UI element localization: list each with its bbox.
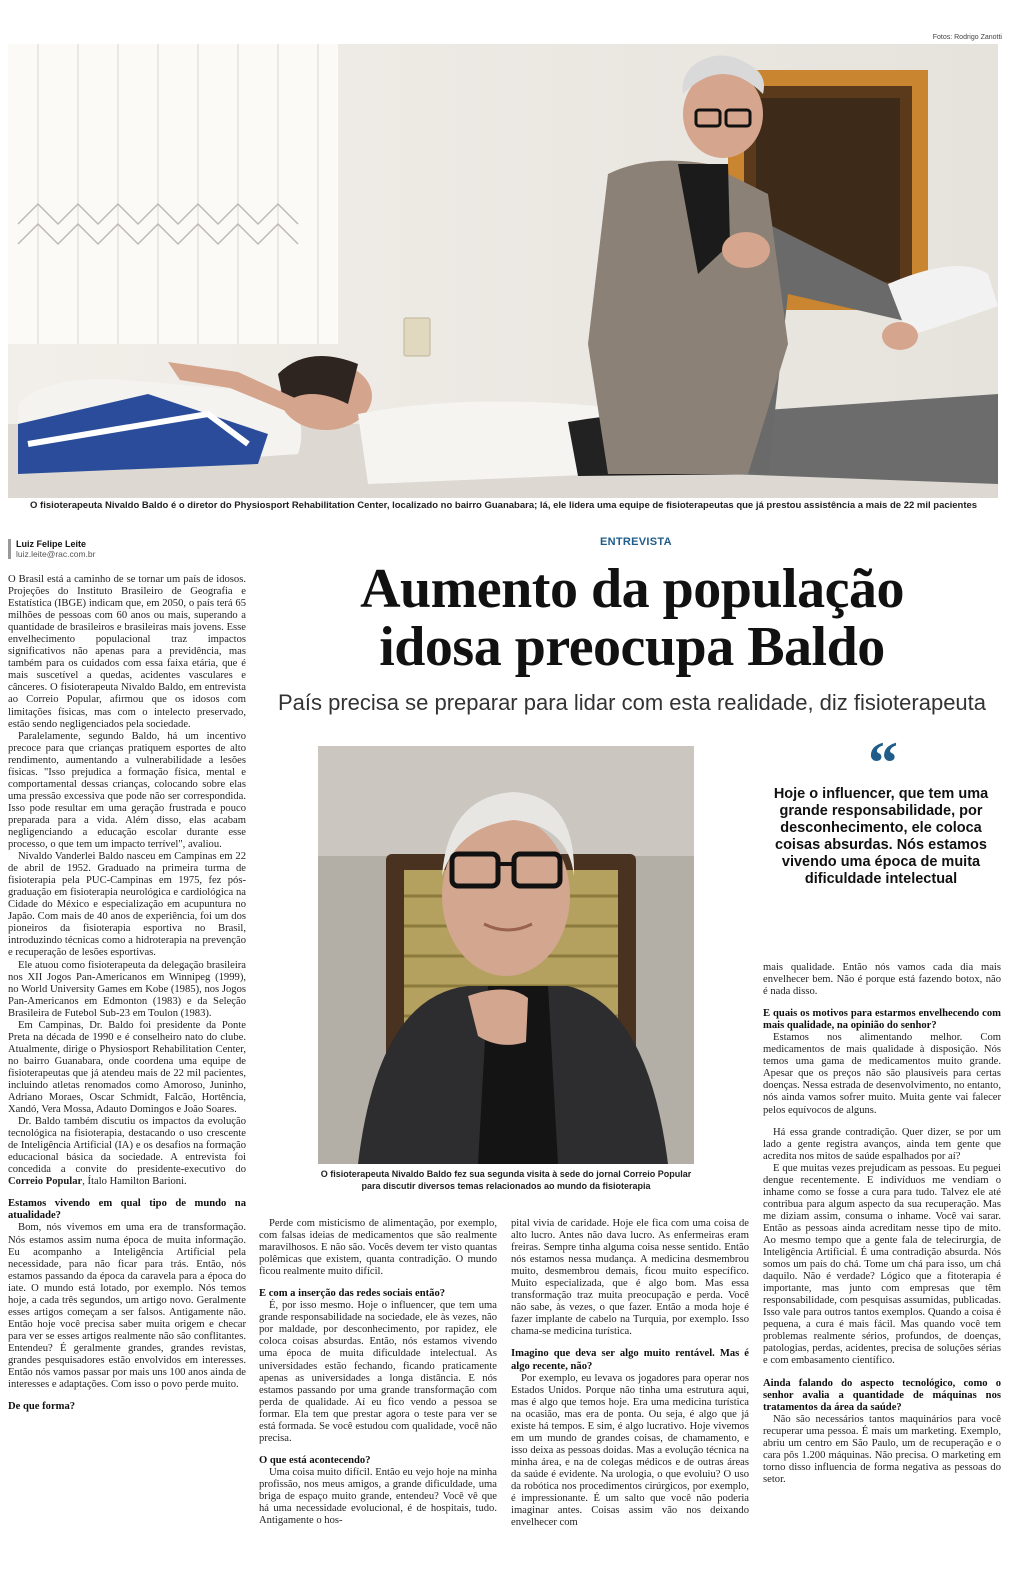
top-photo-caption: O fisioterapeuta Nivaldo Baldo é o diretor do Physiosport Rehabilitation Center, localizado no bairro Guanabara; lá, ele lidera uma equipe de fisioterapeutas que já prestou assistência a mais de 22 mil pacientes xyxy=(30,500,978,511)
quote-mark-icon: “ xyxy=(868,730,898,796)
article-column-3 xyxy=(511,1218,749,1574)
interview-answer: Estamos nos alimentando melhor. Com medicamentos de mais qualidade à disposição. Nós temos uma gama de medicamentos muito grande. Apesar que os preços não são plausíveis para certas doenças. Nessa estrada de desenvolvimento, no entanto, nós ainda vamos sofrer muito. Muita gente vai falecer pelos equívocos de alguns. xyxy=(763,1032,1001,1116)
interview-answer: pital vivia de caridade. Hoje ele fica com uma coisa de alto lucro. Antes não dava lucro. As enfermeiras eram freiras. Sempre tinha alguma coisa nesse sentido. Então nós estamos nessa mudança. A medicina desmembrou muito, desmembrou demais, ficou muito específico. Muito especializada, que é algo bom. Mas essa transformação traz muita preocupação e perda. Você não sabe, às vezes, o que fazer. Então a moda hoje é fazer implante de cabelo na Turquia, por exemplo. Isso chama-se medicina turística. xyxy=(511,1218,749,1338)
author-email: luiz.leite@rac.com.br xyxy=(16,549,96,559)
interview-question: O que está acontecendo? xyxy=(259,1454,371,1466)
author-name: Luiz Felipe Leite xyxy=(16,539,87,549)
interview-answer: E que muitas vezes prejudicam as pessoas. Eu peguei dengue recentemente. E indivíduos me vendiam o inhame como se fosse a cura para tudo. Talvez ele até contribua para algum aspecto da sua recuperação. Mas me diziam assim, consuma o inhame. Você vai sarar. Então as pessoas ainda acreditam nesse tipo de mito. Ao mesmo tempo que a gente fala de telecirurgia, de Inteligência Artificial. É uma contradição absurda. Nós somos um país do chá. Tome um chá para isso, um chá daquilo. Não é verdade? Lógico que a fitoterapia é importante, mas junto com empresas que têm responsabilidade, com pesquisas assumidas, publicadas. Isso vale para outros tantos exemplos. Quando a coisa é pequena, a cura é mais fácil. Mas quando você tem problemas realmente sérios, profundos, de doenças, patologias, perdas, acidentes, precisa de soluções sérias e com embasamento científico. xyxy=(763,1162,1001,1367)
interview-answer: Não são necessários tantos maquinários para você recuperar uma pessoa. É mais um marketing. Exemplo, abriu um centro em São Paulo, um de recuperação e o cara pôs 1.200 máquinas. Não precisa. O marketing em torno disso influencia de forma negativa as pessoas do setor. xyxy=(763,1413,1001,1485)
interview-question: De que forma? xyxy=(8,1401,76,1413)
interview-answer: mais qualidade. Então nós vamos cada dia mais envelhecer bem. Não é porque está fazendo botox, não é nada disso. xyxy=(763,962,1001,998)
headline-line-1: Aumento da população xyxy=(360,558,904,620)
section-kicker: ENTREVISTA xyxy=(600,536,672,548)
paragraph: O Brasil está a caminho de se tornar um país de idosos. Projeções do Instituto Brasileiro de Geografia e Estatística (IBGE) indicam que, em 2050, o país terá 65 milhões de pessoas com 60 anos ou mais, superando a quantidade de brasileiros e brasileiras mais jovens. Esse envelhecimento populacional traz impactos significativos não apenas para a previdência, mas também para os cuidados com essa faixa etária, que é mais suscetível a quedas, acidentes vasculares e cânceres. O fisioterapeuta Nivaldo Baldo, em entrevista ao Correio Popular, afirmou que os idosos com limitações físicas, mas com o intelecto preservado, estão sendo negligenciados pela sociedade. xyxy=(8,574,246,730)
interview-answer: Perde com misticismo de alimentação, por exemplo, com falsas ideias de medicamentos que são realmente maravilhosos. E não são. Vocês devem ter visto quantas polêmicas que existem, quanta contradição. O mundo ficou realmente muito difícil. xyxy=(259,1218,497,1278)
interview-question: Ainda falando do aspecto tecnológico, como o senhor avalia a quantidade de máquinas nos tratamentos da área da saúde? xyxy=(763,1377,1001,1413)
physiotherapy-session-illustration xyxy=(8,44,998,498)
paragraph: Em Campinas, Dr. Baldo foi presidente da Ponte Preta na década de 1990 e é conselheiro nato do clube. Atualmente, dirige o Physiosport Rehabilitation Center, no bairro Guanabara, onde coordena uma equipe de fisioterapeutas que já atendeu mais de 22 mil pacientes, incluindo atletas renomados como Amoroso, Juninho, Adriano Moraes, Oscar Schmidt, Falcão, Hortência, Xandó, Vera Mossa, Adauto Domingos e João Soares. xyxy=(8,1019,246,1116)
interview-question: E quais os motivos para estarmos envelhecendo com mais qualidade, na opinião do senhor? xyxy=(763,1008,1001,1032)
byline xyxy=(8,539,95,559)
photo-credit: Fotos: Rodrigo Zanotti xyxy=(932,34,1002,41)
paragraph: Ele atuou como fisioterapeuta da delegação brasileira nos XII Jogos Pan-Americanos em Winnipeg (1999), no World University Games em Kobe (1985), nos Jogos Pan-Americanos em Edmonton (1983) e da Seleção Brasileira de Futebol Sub-23 em Toulon (1983). xyxy=(8,959,246,1019)
text-run: Dr. Baldo também discutiu os impactos da evolução tecnológica na fisioterapia, destacando o uso crescente de Inteligência Artificial (IA) e os desafios na formação educacional básica da sociedade. A entrevista foi concedida a convite do presidente-executivo do xyxy=(8,1116,246,1176)
headline xyxy=(262,560,1002,676)
interview-answer: Bom, nós vivemos em uma era de transformação. Nós estamos assim numa época de muita informação. Eu acompanho a Inteligência Artificial pela necessidade, para não ficar para trás. Então, nós estamos passando da época da caravela para a época do iate. O mundo está lotado, por exemplo. Nós temos hoje, a cada três segundos, um artigo novo. Geralmente esses artigos começam a ser falsos. Antigamente não. Então hoje você precisa saber muita origem e checar para ver se esses artigos realmente não são conflitantes. Entendeu? É geralmente grandes, grandes revistas, grandes pesquisadores estão envolvidos em interesses. Então nós vamos passar por mais uns 100 anos ainda de interesses e adaptações. Com isso o povo perde muito. xyxy=(8,1222,246,1391)
subheadline: País precisa se preparar para lidar com esta realidade, diz fisioterapeuta xyxy=(277,690,987,715)
paragraph: Paralelamente, segundo Baldo, há um incentivo precoce para que crianças pratiquem esportes de alto rendimento, aumentando a vulnerabilidade a lesões físicas. "Isso prejudica a formação física, mental e comportamental dessas crianças, colocando sobre elas uma pressão excessiva que pode não ser correspondida. Isso pode resultar em uma geração frustrada e pouco preparada para a vida. Além disso, elas acabam negligenciando a educação escolar durante esse processo, o que tem um impacto terrível", avaliou. xyxy=(8,730,246,851)
paragraph: Nivaldo Vanderlei Baldo nasceu em Campinas em 22 de abril de 1952. Graduado na primeira turma de fisioterapia pela PUC-Campinas em 1975, fez pós-graduação em fisioterapia neurológica e cardiológica na Cidade do México e especialização em acupuntura no Japão. Com mais de 40 anos de experiência, foi um dos pioneiros da fisioterapia esportiva no Brasil, introduzindo técnicas como a hidroterapia na prevenção e recuperação de lesões esportivas. xyxy=(8,851,246,959)
top-photo xyxy=(8,44,998,498)
pull-quote: Hoje o influencer, que tem uma grande responsabilidade, por desconhecimento, ele coloca coisas absurdas. Nós estamos vivendo uma época de muita dificuldade intelectual xyxy=(773,786,989,887)
interview-question: Estamos vivendo em qual tipo de mundo na atualidade? xyxy=(8,1198,246,1222)
interview-question: Imagino que deva ser algo muito rentável. Mas é algo recente, não? xyxy=(511,1348,749,1372)
interview-question: E com a inserção das redes sociais então? xyxy=(259,1288,446,1300)
paragraph xyxy=(8,1116,246,1188)
article-column-4 xyxy=(763,962,1001,1574)
interview-answer: É, por isso mesmo. Hoje o influencer, que tem uma grande responsabilidade na sociedade, ele às vezes, não por maldade, por desconhecimento, por rapidez, ele coloca coisas absurdas. Então, nós estamos vivendo uma época de muita dificuldade intelectual. As universidades estão fechando, ficando praticamente apenas as universidades a longa distância. E nós estamos passando por uma grande transformação com perda de qualidade. Aí eu fico vendo a pessoa se formar. Ela tem que prestar agora o teste para ver se está formada. Se você estudou com qualidade, você não precisa. xyxy=(259,1300,497,1444)
interview-answer: Uma coisa muito difícil. Então eu vejo hoje na minha profissão, nos meus amigos, a grande dificuldade, uma briga de espaço muito grande, entendeu? Você vê que há uma necessidade evolucional, é de hospitais, tudo. Antigamente o hos- xyxy=(259,1466,497,1527)
article-column-1 xyxy=(8,574,246,1574)
newspaper-name: Correio Popular xyxy=(8,1176,83,1188)
headline-line-2: idosa preocupa Baldo xyxy=(379,616,885,678)
interview-answer: Há essa grande contradição. Quer dizer, se por um lado a gente registra avanços, ainda tem gente que acredita nos mitos de saúde espalhados por aí? xyxy=(763,1126,1001,1162)
text-run: , Ítalo Hamilton Barioni. xyxy=(82,1176,187,1188)
portrait-caption: O fisioterapeuta Nivaldo Baldo fez sua segunda visita à sede do jornal Correio Popular para discutir diversos temas relacionados ao mundo da fisioterapia xyxy=(320,1169,692,1191)
interview-answer: Por exemplo, eu levava os jogadores para operar nos Estados Unidos. Porque não tinha uma estrutura aqui, mas é algo que temos hoje. Era uma medicina turística na ocasião, mas era de ponta. Ou seja, é algo que já existe há tempos. E sim, é algo lucrativo. Hoje vivemos em um mundo de grandes coisas, de chamamento, e isso deixa as pessoas doidas. Mas a evolução técnica na minha área, e na de colegas médicos e de outras áreas da saúde é evidente. Na urologia, o que evoluiu? O uso da robótica nos procedimentos cirúrgicos, por exemplo, é impressionante. É um salto que você não poderia imaginar antes. Coisas assim vão nos deixando envelhecer com xyxy=(511,1372,749,1529)
portrait-photo xyxy=(318,746,694,1164)
article-column-2 xyxy=(259,1218,497,1574)
portrait-illustration xyxy=(318,746,694,1164)
